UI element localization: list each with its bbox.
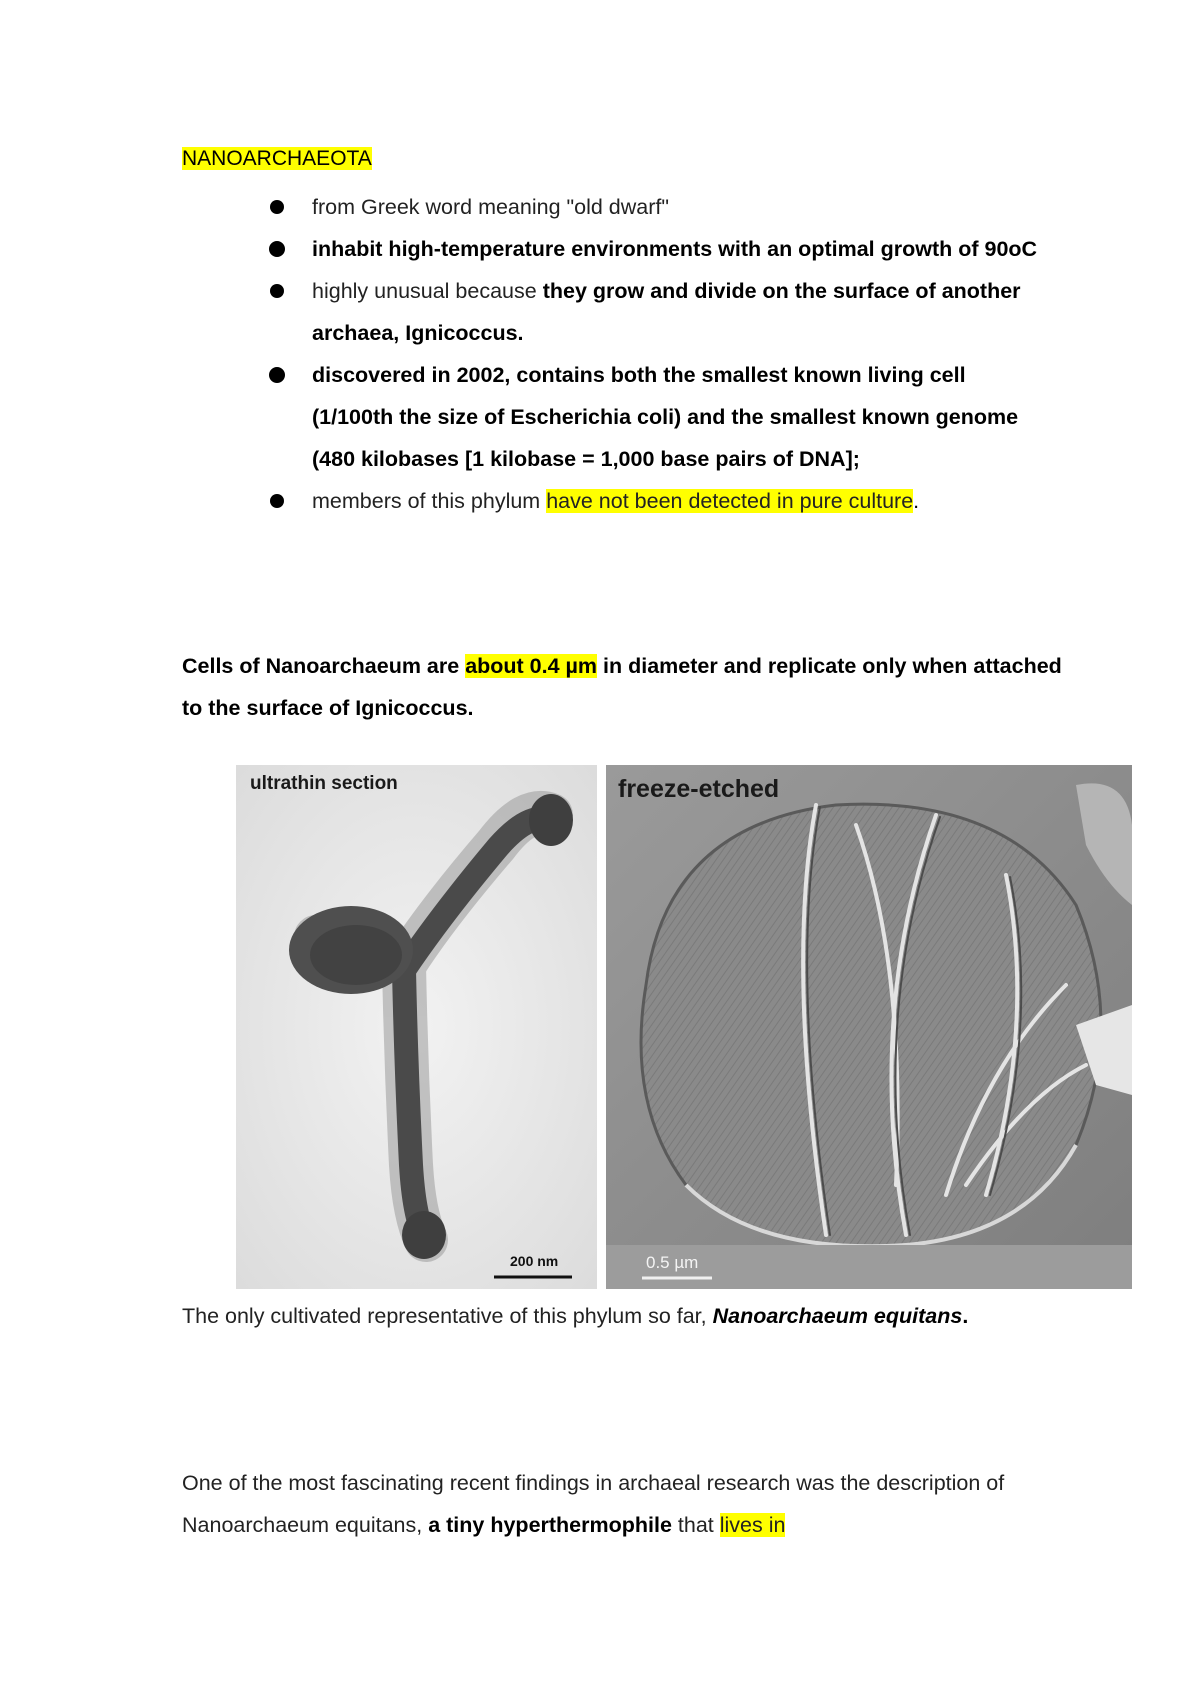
micrograph-figure bbox=[236, 765, 1132, 1289]
bullet-text-bold: discovered in 2002 bbox=[312, 363, 505, 387]
bullet-list bbox=[270, 186, 1050, 522]
bullet-text-bold: , contains both the smallest known living cell (1/100th the size of Escherichia coli) and the smallest known genome (480 kilobases [1 kilobase = 1,000 base pairs of DNA]; bbox=[312, 363, 1019, 471]
paragraph-text: One of the most fascinating recent findings in archaeal research was the description of Nanoarchaeum equitans, bbox=[182, 1471, 1005, 1537]
paragraph-text: that bbox=[671, 1513, 720, 1537]
list-item bbox=[270, 270, 1050, 354]
bullet-icon bbox=[269, 367, 285, 383]
ultrathin-scale-label: 200 nm bbox=[510, 1253, 559, 1269]
bullet-text: inhabit high-temperature environments with an optimal growth of 90oC bbox=[312, 237, 1038, 261]
section-heading-text: NANOARCHAEOTA bbox=[182, 147, 372, 170]
bullet-text-bold: they grow and divide on the surface of another archaea, Ignicoccus. bbox=[312, 279, 1021, 345]
bullet-icon bbox=[270, 284, 284, 298]
caption-text: The only cultivated representative of this phylum so far, bbox=[182, 1304, 713, 1328]
freeze-etched-image bbox=[606, 765, 1132, 1289]
paragraph-findings bbox=[182, 1462, 1062, 1546]
highlighted-text: lives in bbox=[719, 1513, 786, 1537]
caption-end: . bbox=[962, 1304, 969, 1328]
bullet-text-end: . bbox=[913, 489, 920, 513]
ultrathin-cell-illustration bbox=[236, 765, 597, 1289]
freeze-etched-label: freeze-etched bbox=[618, 775, 780, 803]
list-item bbox=[270, 186, 1050, 228]
highlighted-text: about 0.4 µm bbox=[465, 654, 598, 678]
figure-caption bbox=[182, 1295, 1062, 1337]
paragraph-cell-size bbox=[182, 645, 1062, 729]
section-heading bbox=[182, 145, 372, 173]
list-item bbox=[270, 228, 1050, 270]
caption-species: Nanoarchaeum equitans bbox=[712, 1304, 963, 1328]
bullet-text: highly unusual because bbox=[312, 279, 543, 303]
freeze-etched-cell-illustration bbox=[606, 765, 1132, 1289]
freeze-etched-scale-label: 0.5 µm bbox=[646, 1253, 699, 1272]
ultrathin-section-image bbox=[236, 765, 597, 1289]
list-item bbox=[270, 480, 1050, 522]
bullet-icon bbox=[270, 200, 284, 214]
bullet-text: from Greek word meaning "old dwarf" bbox=[312, 195, 670, 219]
bullet-icon bbox=[270, 494, 284, 508]
highlighted-text: have not been detected in pure culture bbox=[546, 489, 914, 513]
paragraph-text: Cells of Nanoarchaeum are bbox=[182, 654, 466, 678]
paragraph-text-bold: a tiny hyperthermophile bbox=[428, 1513, 672, 1537]
paragraph-text: in diameter and replicate only when attached to the surface of Ignicoccus. bbox=[182, 654, 1062, 720]
ultrathin-section-label: ultrathin section bbox=[250, 773, 398, 794]
bullet-text: members of this phylum bbox=[312, 489, 547, 513]
list-item bbox=[270, 354, 1050, 480]
bullet-icon bbox=[269, 241, 285, 257]
